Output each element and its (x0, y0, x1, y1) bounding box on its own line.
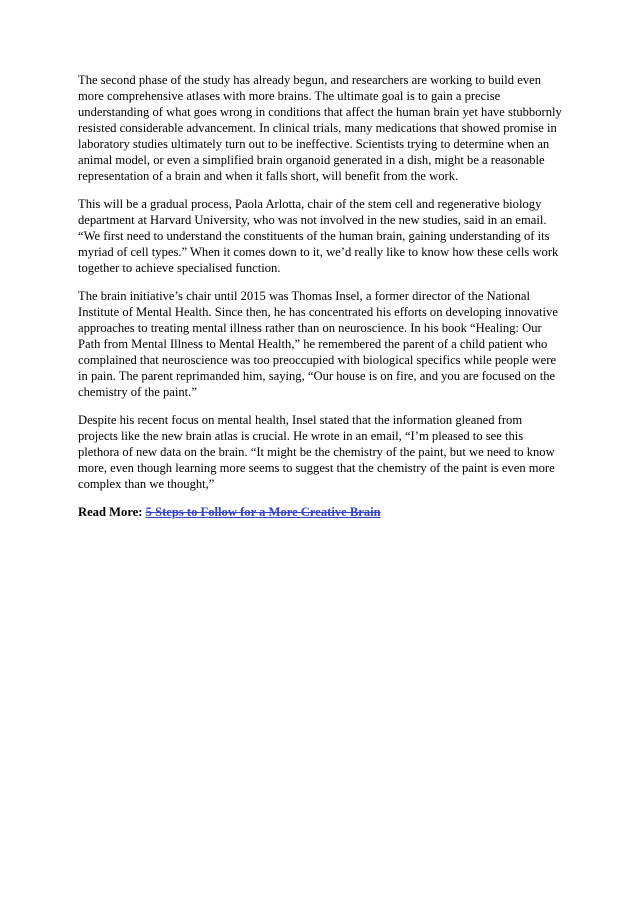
read-more-line (78, 504, 564, 520)
read-more-label: Read More: (78, 505, 146, 519)
article-body (78, 72, 564, 532)
read-more-link[interactable]: 5 Steps to Follow for a More Creative Brain (145, 505, 381, 519)
paragraph-4: Despite his recent focus on mental health, Insel stated that the information gleaned from projects like the new brain atlas is crucial. He wrote in an email, “I’m pleased to see this plethora of new data on the brain. “It might be the chemistry of the paint, but we need to know more, even though learning more seems to suggest that the chemistry of the paint is even more complex than we thought,” (78, 413, 555, 491)
paragraph-3: The brain initiative’s chair until 2015 was Thomas Insel, a former director of the National Institute of Mental Health. Since then, he has concentrated his efforts on developing innovative approaches to treating mental illness rather than on neuroscience. In his book “Healing: Our Path from Mental Illness to Mental Health,” he remembered the parent of a child patient who complained that neuroscience was too preoccupied with biological specifics while people were in pain. The parent reprimanded him, saying, “Our house is on fire, and you are focused on the chemistry of the paint.” (78, 289, 558, 399)
paragraph-1: The second phase of the study has already begun, and researchers are working to build even more comprehensive atlases with more brains. The ultimate goal is to gain a precise understanding of what goes wrong in conditions that affect the human brain yet have stubbornly resisted considerable advancement. In clinical trials, many medications that showed promise in laboratory studies ultimately turn out to be ineffective. Scientists trying to determine when an animal model, or even a simplified brain organoid generated in a dish, might be a reasonable representation of a brain and when it falls short, will benefit from the work. (78, 73, 562, 183)
paragraph-2: This will be a gradual process, Paola Arlotta, chair of the stem cell and regenerative biology department at Harvard University, who was not involved in the new studies, said in an email. “We first need to understand the constituents of the human brain, gaining understanding of its myriad of cell types.” When it comes down to it, we’d really like to know how these cells work together to achieve specialised function. (78, 197, 559, 275)
